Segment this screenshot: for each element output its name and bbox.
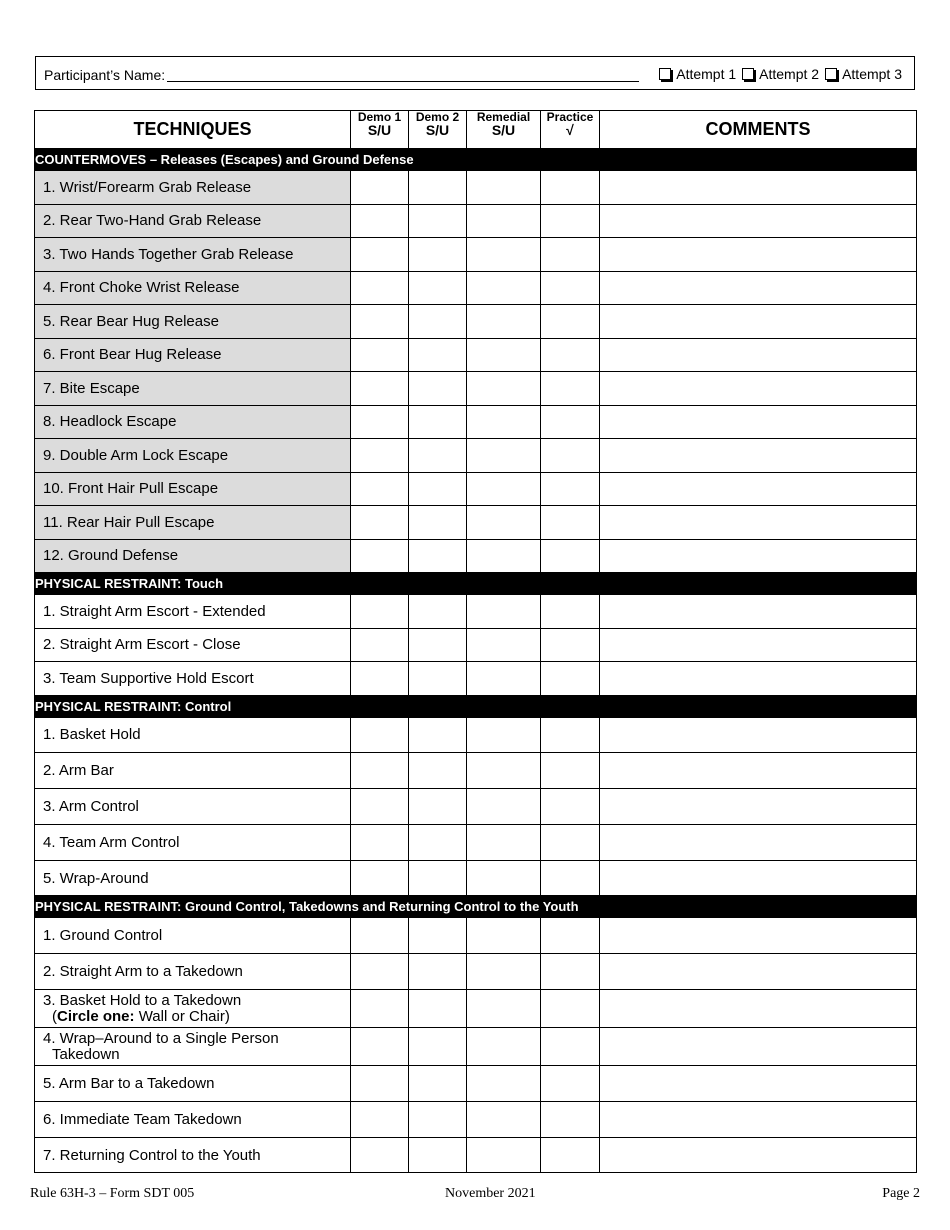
practice-label: Practice bbox=[546, 110, 594, 124]
table-row bbox=[35, 1028, 917, 1066]
practice-cell[interactable] bbox=[541, 1101, 600, 1137]
demo1-cell[interactable] bbox=[351, 717, 409, 753]
demo2-cell[interactable] bbox=[409, 439, 467, 473]
remedial-cell[interactable] bbox=[467, 717, 541, 753]
technique-label: 2. Straight Arm to a Takedown bbox=[43, 963, 243, 981]
technique-label: 5. Rear Bear Hug Release bbox=[43, 312, 219, 330]
technique-label: 6. Immediate Team Takedown bbox=[43, 1110, 242, 1128]
demo2-cell[interactable] bbox=[409, 238, 467, 272]
comments-cell[interactable] bbox=[600, 789, 917, 825]
comments-cell[interactable] bbox=[600, 472, 917, 506]
demo2-cell[interactable] bbox=[409, 472, 467, 506]
demo2-cell[interactable] bbox=[409, 990, 467, 1028]
technique-label: 1. Ground Control bbox=[43, 927, 163, 945]
practice-cell[interactable] bbox=[541, 789, 600, 825]
demo1-cell[interactable] bbox=[351, 954, 409, 990]
comments-cell[interactable] bbox=[600, 305, 917, 339]
attempt-1-checkbox[interactable] bbox=[659, 66, 736, 82]
technique-label: 7. Bite Escape bbox=[43, 379, 140, 397]
section-title: PHYSICAL RESTRAINT: Ground Control, Takedowns and Returning Control to the Youth bbox=[35, 896, 917, 918]
technique-name bbox=[35, 595, 351, 629]
technique-label: 3. Team Supportive Hold Escort bbox=[43, 669, 254, 687]
table-row bbox=[35, 171, 917, 205]
table-row bbox=[35, 506, 917, 540]
table-row bbox=[35, 1101, 917, 1137]
comments-cell[interactable] bbox=[600, 1066, 917, 1102]
attempt-3-label: Attempt 3 bbox=[842, 66, 902, 82]
techniques-header: TECHNIQUES bbox=[35, 111, 351, 149]
technique-label: 1. Basket Hold bbox=[43, 726, 141, 744]
comments-cell[interactable] bbox=[600, 1101, 917, 1137]
remedial-cell[interactable] bbox=[467, 238, 541, 272]
demo1-cell[interactable] bbox=[351, 305, 409, 339]
section-header bbox=[35, 573, 917, 595]
section-title: PHYSICAL RESTRAINT: Touch bbox=[35, 573, 917, 595]
technique-name bbox=[35, 1101, 351, 1137]
remedial-cell[interactable] bbox=[467, 506, 541, 540]
table-row bbox=[35, 918, 917, 954]
demo2-cell[interactable] bbox=[409, 171, 467, 205]
remedial-cell[interactable] bbox=[467, 204, 541, 238]
comments-cell[interactable] bbox=[600, 717, 917, 753]
demo1-cell[interactable] bbox=[351, 472, 409, 506]
table-row bbox=[35, 789, 917, 825]
table-row bbox=[35, 271, 917, 305]
checkbox-icon bbox=[659, 68, 671, 80]
participant-name-label: Participant’s Name: bbox=[44, 67, 166, 83]
attempt-2-label: Attempt 2 bbox=[759, 66, 820, 82]
practice-cell[interactable] bbox=[541, 954, 600, 990]
technique-name bbox=[35, 305, 351, 339]
table-row bbox=[35, 472, 917, 506]
technique-name bbox=[35, 171, 351, 205]
remedial-cell[interactable] bbox=[467, 789, 541, 825]
technique-name bbox=[35, 662, 351, 696]
technique-name bbox=[35, 271, 351, 305]
demo2-cell[interactable] bbox=[409, 405, 467, 439]
practice-cell[interactable] bbox=[541, 305, 600, 339]
check-label: √ bbox=[566, 122, 574, 138]
remedial-cell[interactable] bbox=[467, 860, 541, 896]
demo2-cell[interactable] bbox=[409, 628, 467, 662]
technique-name bbox=[35, 472, 351, 506]
technique-label: 9. Double Arm Lock Escape bbox=[43, 446, 229, 464]
comments-cell[interactable] bbox=[600, 204, 917, 238]
demo1-cell[interactable] bbox=[351, 1137, 409, 1173]
demo2-cell[interactable] bbox=[409, 539, 467, 573]
remedial-cell[interactable] bbox=[467, 405, 541, 439]
demo2-cell[interactable] bbox=[409, 717, 467, 753]
comments-cell[interactable] bbox=[600, 595, 917, 629]
comments-cell[interactable] bbox=[600, 271, 917, 305]
technique-name bbox=[35, 628, 351, 662]
demo1-cell[interactable] bbox=[351, 338, 409, 372]
remedial-cell[interactable] bbox=[467, 539, 541, 573]
demo2-cell[interactable] bbox=[409, 789, 467, 825]
demo1-cell[interactable] bbox=[351, 1101, 409, 1137]
practice-cell[interactable] bbox=[541, 271, 600, 305]
technique-name bbox=[35, 918, 351, 954]
remedial-cell[interactable] bbox=[467, 472, 541, 506]
demo1-cell[interactable] bbox=[351, 628, 409, 662]
technique-label: 7. Returning Control to the Youth bbox=[43, 1146, 261, 1164]
technique-label: 8. Headlock Escape bbox=[43, 413, 177, 431]
technique-label: 3. Basket Hold to a Takedown bbox=[43, 991, 242, 1009]
techniques-table bbox=[34, 110, 917, 1173]
technique-label: 2. Straight Arm Escort - Close bbox=[43, 636, 241, 654]
table-row bbox=[35, 662, 917, 696]
demo2-cell[interactable] bbox=[409, 338, 467, 372]
comments-cell[interactable] bbox=[600, 1137, 917, 1173]
footer-date: November 2021 bbox=[445, 1186, 536, 1201]
demo1-cell[interactable] bbox=[351, 405, 409, 439]
attempt-2-checkbox[interactable] bbox=[742, 66, 819, 82]
demo1-cell[interactable] bbox=[351, 1028, 409, 1066]
demo1-label: Demo 1 bbox=[357, 110, 402, 124]
comments-cell[interactable] bbox=[600, 439, 917, 473]
practice-header bbox=[541, 111, 600, 149]
demo2-cell[interactable] bbox=[409, 918, 467, 954]
table-row bbox=[35, 204, 917, 238]
technique-label: 5. Wrap-Around bbox=[43, 869, 149, 887]
technique-label: 11. Rear Hair Pull Escape bbox=[43, 513, 215, 531]
footer-form-id: Rule 63H-3 – Form SDT 005 bbox=[30, 1186, 195, 1201]
technique-label: 5. Arm Bar to a Takedown bbox=[43, 1074, 215, 1092]
practice-cell[interactable] bbox=[541, 539, 600, 573]
demo1-cell[interactable] bbox=[351, 204, 409, 238]
section-title: COUNTERMOVES – Releases (Escapes) and Ground Defense bbox=[35, 149, 917, 171]
technique-name bbox=[35, 238, 351, 272]
technique-note: Takedown bbox=[52, 1045, 120, 1063]
comments-cell[interactable] bbox=[600, 338, 917, 372]
technique-name bbox=[35, 1066, 351, 1102]
remedial-cell[interactable] bbox=[467, 628, 541, 662]
demo2-cell[interactable] bbox=[409, 372, 467, 406]
table-header-row bbox=[35, 111, 917, 149]
attempt-1-label: Attempt 1 bbox=[676, 66, 737, 82]
demo2-cell[interactable] bbox=[409, 595, 467, 629]
remedial-header bbox=[467, 111, 541, 149]
remedial-cell[interactable] bbox=[467, 954, 541, 990]
table-row bbox=[35, 238, 917, 272]
practice-cell[interactable] bbox=[541, 472, 600, 506]
table-row bbox=[35, 595, 917, 629]
demo2-cell[interactable] bbox=[409, 1066, 467, 1102]
technique-name bbox=[35, 990, 351, 1028]
section-header bbox=[35, 149, 917, 171]
remedial-label: Remedial bbox=[476, 110, 531, 124]
remedial-cell[interactable] bbox=[467, 1066, 541, 1102]
technique-name bbox=[35, 789, 351, 825]
table-row bbox=[35, 439, 917, 473]
technique-label: 3. Arm Control bbox=[43, 797, 139, 815]
practice-cell[interactable] bbox=[541, 824, 600, 860]
table-row bbox=[35, 372, 917, 406]
remedial-cell[interactable] bbox=[467, 305, 541, 339]
technique-name bbox=[35, 824, 351, 860]
comments-cell[interactable] bbox=[600, 372, 917, 406]
technique-label: 2. Rear Two-Hand Grab Release bbox=[43, 212, 262, 230]
demo1-cell[interactable] bbox=[351, 238, 409, 272]
practice-cell[interactable] bbox=[541, 1137, 600, 1173]
demo2-cell[interactable] bbox=[409, 753, 467, 789]
section-title: PHYSICAL RESTRAINT: Control bbox=[35, 695, 917, 717]
technique-name bbox=[35, 1028, 351, 1066]
technique-name bbox=[35, 506, 351, 540]
demo2-cell[interactable] bbox=[409, 506, 467, 540]
remedial-cell[interactable] bbox=[467, 372, 541, 406]
practice-cell[interactable] bbox=[541, 1066, 600, 1102]
practice-cell[interactable] bbox=[541, 662, 600, 696]
demo1-cell[interactable] bbox=[351, 789, 409, 825]
technique-label: 12. Ground Defense bbox=[43, 547, 179, 565]
footer-page-number: Page 2 bbox=[882, 1186, 920, 1201]
comments-cell[interactable] bbox=[600, 918, 917, 954]
technique-name bbox=[35, 1137, 351, 1173]
demo2-header bbox=[409, 111, 467, 149]
demo1-cell[interactable] bbox=[351, 171, 409, 205]
practice-cell[interactable] bbox=[541, 171, 600, 205]
demo1-header bbox=[351, 111, 409, 149]
demo1-cell[interactable] bbox=[351, 271, 409, 305]
technique-name bbox=[35, 439, 351, 473]
remedial-cell[interactable] bbox=[467, 338, 541, 372]
demo1-cell[interactable] bbox=[351, 439, 409, 473]
demo1-cell[interactable] bbox=[351, 539, 409, 573]
demo1-cell[interactable] bbox=[351, 372, 409, 406]
comments-cell[interactable] bbox=[600, 824, 917, 860]
table-row bbox=[35, 954, 917, 990]
remedial-cell[interactable] bbox=[467, 662, 541, 696]
table-row bbox=[35, 539, 917, 573]
demo1-cell[interactable] bbox=[351, 824, 409, 860]
technique-label: 4. Wrap–Around to a Single Person bbox=[43, 1029, 279, 1047]
table-row bbox=[35, 338, 917, 372]
comments-cell[interactable] bbox=[600, 238, 917, 272]
demo2-cell[interactable] bbox=[409, 824, 467, 860]
technique-label: 6. Front Bear Hug Release bbox=[43, 346, 222, 364]
demo2-cell[interactable] bbox=[409, 1101, 467, 1137]
remedial-cell[interactable] bbox=[467, 1028, 541, 1066]
comments-cell[interactable] bbox=[600, 954, 917, 990]
technique-label: 4. Front Choke Wrist Release bbox=[43, 279, 240, 297]
practice-cell[interactable] bbox=[541, 717, 600, 753]
remedial-cell[interactable] bbox=[467, 595, 541, 629]
remedial-cell[interactable] bbox=[467, 439, 541, 473]
technique-note: (Circle one: Wall or Chair) bbox=[52, 1007, 230, 1025]
remedial-cell[interactable] bbox=[467, 1101, 541, 1137]
demo1-cell[interactable] bbox=[351, 753, 409, 789]
su-label: S/U bbox=[367, 122, 392, 138]
demo1-cell[interactable] bbox=[351, 918, 409, 954]
comments-cell[interactable] bbox=[600, 860, 917, 896]
table-row bbox=[35, 628, 917, 662]
participant-box bbox=[35, 56, 915, 90]
demo1-cell[interactable] bbox=[351, 990, 409, 1028]
practice-cell[interactable] bbox=[541, 990, 600, 1028]
comments-cell[interactable] bbox=[600, 1028, 917, 1066]
table-row bbox=[35, 405, 917, 439]
remedial-cell[interactable] bbox=[467, 171, 541, 205]
technique-label: 10. Front Hair Pull Escape bbox=[43, 480, 219, 498]
remedial-cell[interactable] bbox=[467, 753, 541, 789]
technique-label: 4. Team Arm Control bbox=[43, 833, 180, 851]
su-label: S/U bbox=[491, 122, 516, 138]
demo1-cell[interactable] bbox=[351, 595, 409, 629]
table-row bbox=[35, 1137, 917, 1173]
technique-name bbox=[35, 954, 351, 990]
demo2-cell[interactable] bbox=[409, 954, 467, 990]
technique-name bbox=[35, 204, 351, 238]
technique-label: 2. Arm Bar bbox=[43, 762, 114, 780]
demo1-cell[interactable] bbox=[351, 506, 409, 540]
comments-cell[interactable] bbox=[600, 171, 917, 205]
practice-cell[interactable] bbox=[541, 506, 600, 540]
practice-cell[interactable] bbox=[541, 860, 600, 896]
demo1-cell[interactable] bbox=[351, 860, 409, 896]
su-label: S/U bbox=[425, 122, 450, 138]
remedial-cell[interactable] bbox=[467, 824, 541, 860]
technique-name bbox=[35, 338, 351, 372]
demo1-cell[interactable] bbox=[351, 662, 409, 696]
technique-name bbox=[35, 753, 351, 789]
practice-cell[interactable] bbox=[541, 338, 600, 372]
table-row bbox=[35, 305, 917, 339]
remedial-cell[interactable] bbox=[467, 1137, 541, 1173]
demo1-cell[interactable] bbox=[351, 1066, 409, 1102]
practice-cell[interactable] bbox=[541, 595, 600, 629]
table-row bbox=[35, 860, 917, 896]
technique-name bbox=[35, 860, 351, 896]
attempt-checkboxes bbox=[653, 66, 902, 82]
demo2-cell[interactable] bbox=[409, 662, 467, 696]
attempt-3-checkbox[interactable] bbox=[825, 66, 902, 82]
technique-label: 3. Two Hands Together Grab Release bbox=[43, 245, 294, 263]
demo2-cell[interactable] bbox=[409, 204, 467, 238]
table-row bbox=[35, 753, 917, 789]
practice-cell[interactable] bbox=[541, 372, 600, 406]
technique-label: 1. Straight Arm Escort - Extended bbox=[43, 602, 266, 620]
remedial-cell[interactable] bbox=[467, 990, 541, 1028]
remedial-cell[interactable] bbox=[467, 918, 541, 954]
table-row bbox=[35, 990, 917, 1028]
practice-cell[interactable] bbox=[541, 439, 600, 473]
section-header bbox=[35, 695, 917, 717]
comments-cell[interactable] bbox=[600, 539, 917, 573]
table-row bbox=[35, 717, 917, 753]
practice-cell[interactable] bbox=[541, 753, 600, 789]
demo2-cell[interactable] bbox=[409, 305, 467, 339]
comments-cell[interactable] bbox=[600, 662, 917, 696]
practice-cell[interactable] bbox=[541, 1028, 600, 1066]
comments-header: COMMENTS bbox=[600, 111, 917, 149]
technique-name bbox=[35, 372, 351, 406]
section-header bbox=[35, 896, 917, 918]
practice-cell[interactable] bbox=[541, 405, 600, 439]
demo2-label: Demo 2 bbox=[415, 110, 460, 124]
comments-cell[interactable] bbox=[600, 753, 917, 789]
comments-cell[interactable] bbox=[600, 990, 917, 1028]
technique-name bbox=[35, 405, 351, 439]
comments-cell[interactable] bbox=[600, 628, 917, 662]
technique-name bbox=[35, 717, 351, 753]
demo2-cell[interactable] bbox=[409, 271, 467, 305]
technique-name bbox=[35, 539, 351, 573]
table-row bbox=[35, 824, 917, 860]
demo2-cell[interactable] bbox=[409, 1137, 467, 1173]
demo2-cell[interactable] bbox=[409, 860, 467, 896]
practice-cell[interactable] bbox=[541, 238, 600, 272]
demo2-cell[interactable] bbox=[409, 1028, 467, 1066]
checkbox-icon bbox=[742, 68, 754, 80]
practice-cell[interactable] bbox=[541, 918, 600, 954]
remedial-cell[interactable] bbox=[467, 271, 541, 305]
technique-label: 1. Wrist/Forearm Grab Release bbox=[43, 178, 252, 196]
practice-cell[interactable] bbox=[541, 628, 600, 662]
participant-name-field[interactable] bbox=[167, 81, 639, 82]
checkbox-icon bbox=[825, 68, 837, 80]
comments-cell[interactable] bbox=[600, 405, 917, 439]
practice-cell[interactable] bbox=[541, 204, 600, 238]
comments-cell[interactable] bbox=[600, 506, 917, 540]
table-row bbox=[35, 1066, 917, 1102]
